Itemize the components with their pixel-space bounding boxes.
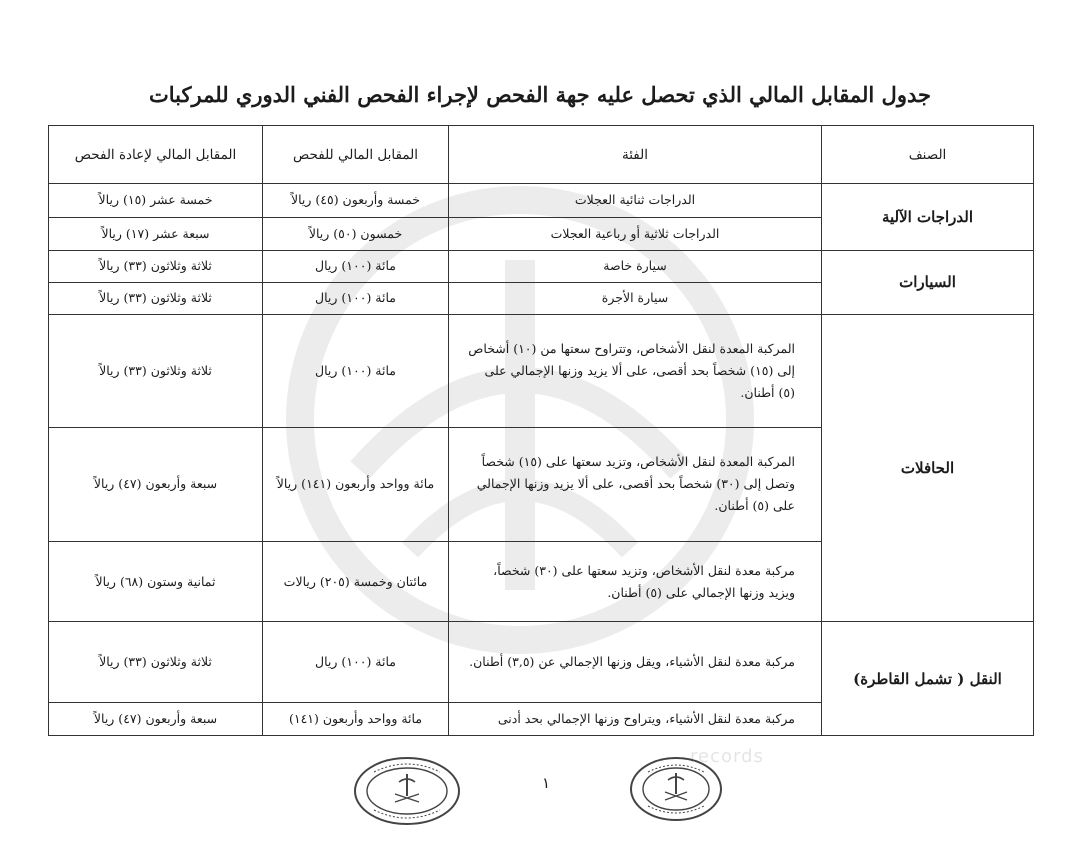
table-row	[49, 250, 1034, 282]
inspection-fee-cell: مائة (١٠٠) ريال	[263, 622, 449, 703]
class-cell: النقل ( تشمل القاطرة)	[822, 622, 1034, 736]
category-cell: مركبة معدة لنقل الأشخاص، وتزيد سعتها على (٣٠) شخصاً، ويزيد وزنها الإجمالي على (٥) أطنان.	[449, 541, 822, 622]
inspection-fee-cell: مائة (١٠٠) ريال	[263, 282, 449, 314]
official-seal-stamp	[352, 754, 462, 828]
class-cell: الدراجات الآلية	[822, 184, 1034, 250]
inspection-fee-cell: مائة (١٠٠) ريال	[263, 314, 449, 428]
category-cell: سيارة الأجرة	[449, 282, 822, 314]
reinspection-fee-cell: ثلاثة وثلاثون (٣٣) ريالاً	[49, 314, 263, 428]
reinspection-fee-cell: ثمانية وستون (٦٨) ريالاً	[49, 541, 263, 622]
header-reinspection-fee: المقابل المالي لإعادة الفحص	[49, 126, 263, 184]
page-footer	[0, 752, 1080, 832]
class-cell: الحافلات	[822, 314, 1034, 622]
inspection-fee-cell: مائتان وخمسة (٢٠٥) ريالات	[263, 541, 449, 622]
category-cell: المركبة المعدة لنقل الأشخاص، وتزيد سعتها على (١٥) شخصاً وتصل إلى (٣٠) شخصاً بحد أقصى، على ألا يزيد وزنها الإجمالي على (٥) أطنان.	[449, 428, 822, 542]
category-cell: سيارة خاصة	[449, 250, 822, 282]
reinspection-fee-cell: سبعة عشر (١٧) ريالاً	[49, 217, 263, 250]
category-cell: مركبة معدة لنقل الأشياء، ويقل وزنها الإجمالي عن (٣,٥) أطنان.	[449, 622, 822, 703]
header-class: الصنف	[822, 126, 1034, 184]
category-cell: المركبة المعدة لنقل الأشخاص، وتتراوح سعتها من (١٠) أشخاص إلى (١٥) شخصاً بحد أقصى، على ألا يزيد وزنها الإجمالي على (٥) أطنان.	[449, 314, 822, 428]
page-number: ١	[542, 774, 551, 792]
category-cell: الدراجات ثلاثية أو رباعية العجلات	[449, 217, 822, 250]
reinspection-fee-cell: سبعة وأربعون (٤٧) ريالاً	[49, 428, 263, 542]
reinspection-fee-cell: سبعة وأربعون (٤٧) ريالاً	[49, 702, 263, 735]
watermark-text: records	[690, 746, 764, 767]
reinspection-fee-cell: ثلاثة وثلاثون (٣٣) ريالاً	[49, 282, 263, 314]
table-row	[49, 184, 1034, 217]
header-inspection-fee: المقابل المالي للفحص	[263, 126, 449, 184]
inspection-fee-cell: خمسة وأربعون (٤٥) ريالاً	[263, 184, 449, 217]
category-cell: مركبة معدة لنقل الأشياء، ويتراوح وزنها الإجمالي بحد أدنى	[449, 702, 822, 735]
reinspection-fee-cell: خمسة عشر (١٥) ريالاً	[49, 184, 263, 217]
table-row	[49, 314, 1034, 428]
inspection-fee-cell: خمسون (٥٠) ريالاً	[263, 217, 449, 250]
table-header-row	[49, 126, 1034, 184]
inspection-fee-cell: مائة وواحد وأربعون (١٤١) ريالاً	[263, 428, 449, 542]
inspection-fee-cell: مائة وواحد وأربعون (١٤١)	[263, 702, 449, 735]
official-seal-stamp	[628, 754, 724, 824]
category-cell: الدراجات ثنائية العجلات	[449, 184, 822, 217]
class-cell: السيارات	[822, 250, 1034, 314]
reinspection-fee-cell: ثلاثة وثلاثون (٣٣) ريالاً	[49, 622, 263, 703]
fees-table	[48, 125, 1034, 736]
document-title: جدول المقابل المالي الذي تحصل عليه جهة الفحص لإجراء الفحص الفني الدوري للمركبات	[149, 82, 931, 107]
table-row	[49, 622, 1034, 703]
reinspection-fee-cell: ثلاثة وثلاثون (٣٣) ريالاً	[49, 250, 263, 282]
header-category: الفئة	[449, 126, 822, 184]
inspection-fee-cell: مائة (١٠٠) ريال	[263, 250, 449, 282]
